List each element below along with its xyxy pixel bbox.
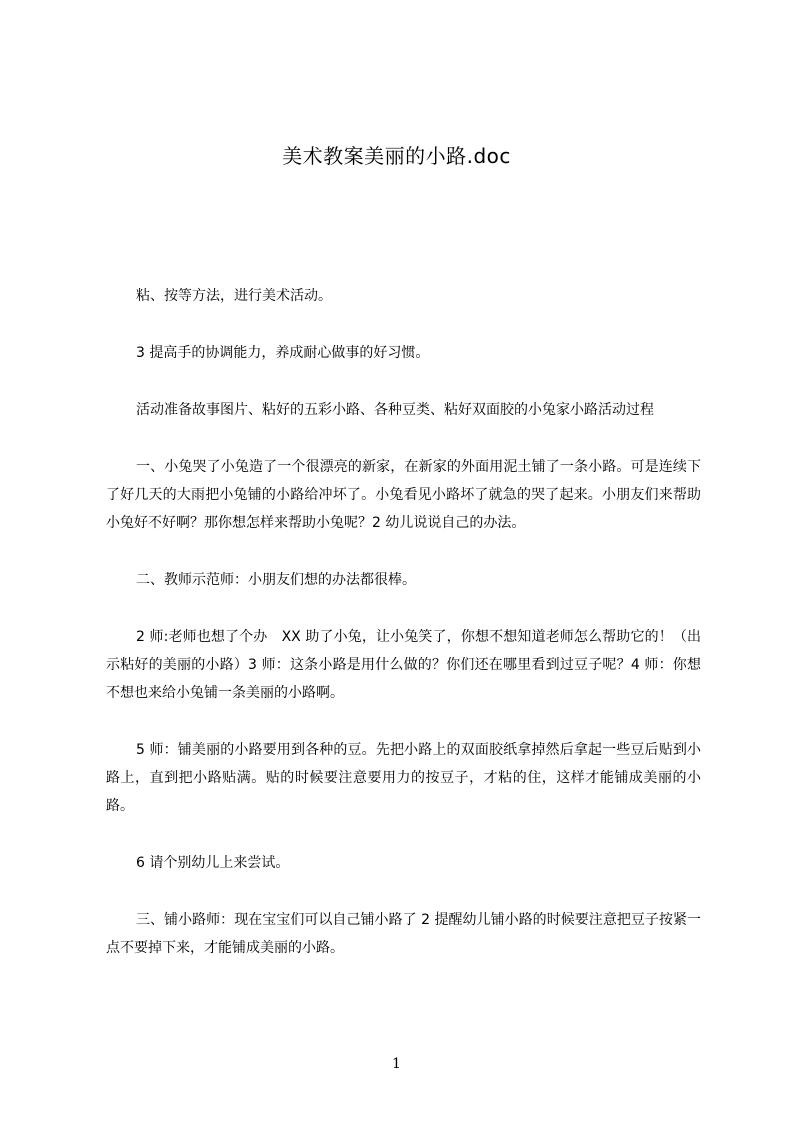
paragraph: 三、铺小路师：现在宝宝们可以自己铺小路了 2 提醒幼儿铺小路的时候要注意把豆子按紧一点不要掉下来，才能铺成美丽的小路。: [106, 912, 701, 956]
document-title: 美术教案美丽的小路.doc: [282, 144, 511, 168]
paragraph: 粘、按等方法，进行美术活动。: [136, 288, 332, 304]
paragraph: 活动准备故事图片、粘好的五彩小路、各种豆类、粘好双面胶的小兔家小路活动过程: [136, 402, 654, 418]
paragraph: 6 请个别幼儿上来尝试。: [136, 855, 290, 871]
paragraph: 3 提高手的协调能力，养成耐心做事的好习惯。: [136, 345, 430, 361]
paragraph: 5 师：铺美丽的小路要用到各种的豆。先把小路上的双面胶纸拿掉然后拿起一些豆后贴到小路上，直到把小路贴满。贴的时候要注意要用力的按豆子，才粘的住，这样才能铺成美丽的小路。: [106, 742, 701, 814]
page-number: 1: [392, 1056, 401, 1072]
paragraph: 二、教师示范师：小朋友们想的办法都很棒。: [136, 572, 416, 588]
paragraph: 2 师:老师也想了个办 XX 助了小兔，让小兔笑了，你想不想知道老师怎么帮助它的！（出示粘好的美丽的小路）3 师：这条小路是用什么做的？你们还在哪里看到过豆子呢？4 师：你想不想也来给小兔铺一条美丽的小路啊。: [106, 629, 701, 701]
paragraph: 一、小兔哭了小兔造了一个很漂亮的新家，在新家的外面用泥土铺了一条小路。可是连续下了好几天的大雨把小兔铺的小路给冲坏了。小兔看见小路坏了就急的哭了起来。小朋友们来帮助小兔好不好啊？那你想怎样来帮助小兔呢？2 幼儿说说自己的办法。: [106, 459, 701, 531]
document-body: [106, 282, 701, 991]
